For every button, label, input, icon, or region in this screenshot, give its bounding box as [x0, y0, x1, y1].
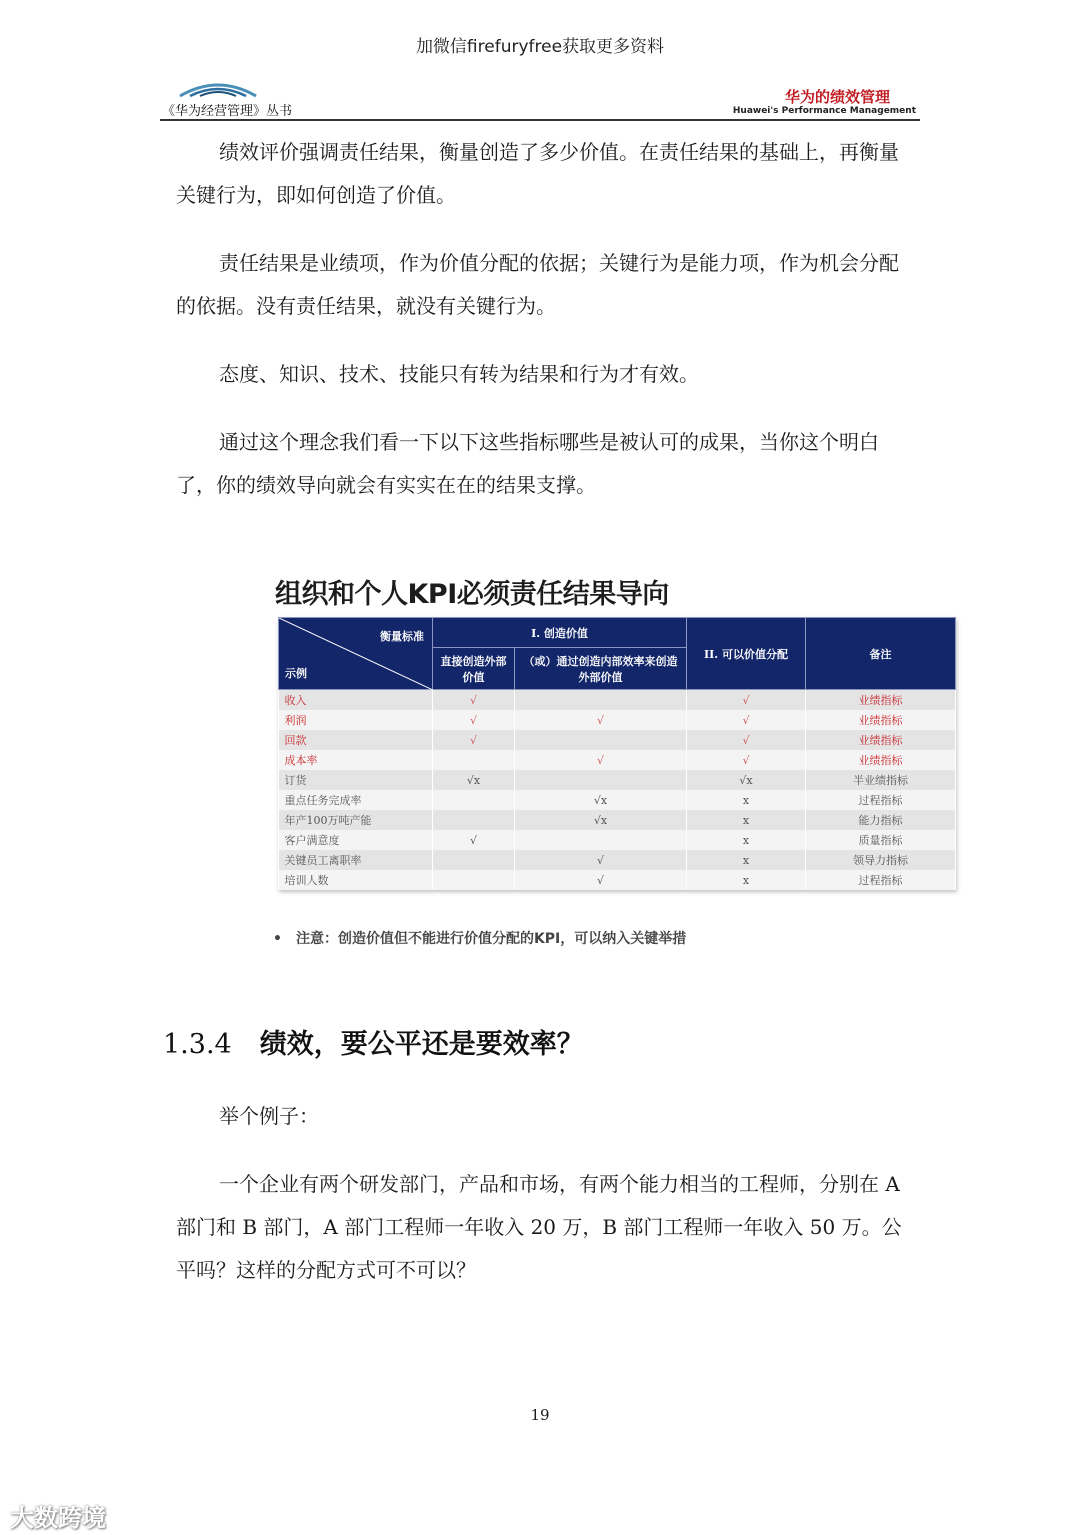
indirect-cell	[515, 730, 687, 750]
figure-title: 组织和个人KPI必须责任结果导向	[275, 579, 669, 610]
remark-cell: 半业绩指标	[806, 770, 956, 790]
indirect-cell: √	[515, 710, 687, 730]
table-row	[279, 770, 956, 790]
corner-label-criteria: 衡量标准	[380, 630, 424, 643]
example-cell: 年产100万吨产能	[279, 810, 433, 830]
series-name: 《华为经营管理》丛书	[162, 104, 293, 119]
example-cell: 利润	[279, 710, 433, 730]
paragraph: 责任结果是业绩项，作为价值分配的依据；关键行为是能力项，作为机会分配的依据。没有责任结果，就没有关键行为。	[176, 251, 899, 318]
column-distributable: II. 可以价值分配	[687, 618, 806, 690]
bullet-icon: •	[273, 931, 282, 947]
kpi-table	[278, 617, 956, 890]
distributable-cell: √	[687, 710, 806, 730]
indirect-cell: √x	[515, 790, 687, 810]
paragraph: 一个企业有两个研发部门，产品和市场，有两个能力相当的工程师，分别在 A 部门和 B 部门，A 部门工程师一年收入 20 万，B 部门工程师一年收入 50 万。公平吗？这样的分配方式可不可以？	[176, 1172, 902, 1282]
distributable-cell: √	[687, 750, 806, 770]
direct-cell: √	[433, 690, 515, 711]
example-cell: 收入	[279, 690, 433, 711]
figure-note-text: 注意：创造价值但不能进行价值分配的KPI，可以纳入关键举措	[295, 931, 687, 947]
table-row	[279, 710, 956, 730]
indirect-cell: √	[515, 850, 687, 870]
distributable-cell: √x	[687, 770, 806, 790]
distributable-cell: √	[687, 730, 806, 750]
remark-cell: 能力指标	[806, 810, 956, 830]
section-title: 绩效，要公平还是要效率？	[259, 1029, 584, 1060]
column-remark: 备注	[806, 618, 956, 690]
table-row	[279, 790, 956, 810]
table-row	[279, 870, 956, 890]
page-header	[160, 78, 920, 122]
table-row	[279, 730, 956, 750]
remark-cell: 业绩指标	[806, 730, 956, 750]
top-note: 加微信firefuryfree获取更多资料	[415, 37, 665, 57]
indirect-cell: √	[515, 750, 687, 770]
indirect-cell	[515, 830, 687, 850]
page-number: 19	[530, 1406, 550, 1424]
header-divider	[160, 119, 920, 121]
table-row	[279, 830, 956, 850]
indirect-cell: √x	[515, 810, 687, 830]
example-cell: 重点任务完成率	[279, 790, 433, 810]
figure-note	[273, 928, 686, 948]
section-heading	[163, 1022, 584, 1061]
remark-cell: 业绩指标	[806, 750, 956, 770]
remark-cell: 业绩指标	[806, 690, 956, 711]
example-cell: 关键员工离职率	[279, 850, 433, 870]
distributable-cell: x	[687, 850, 806, 870]
direct-cell: √	[433, 710, 515, 730]
table-corner-header	[279, 618, 433, 690]
paragraph: 绩效评价强调责任结果，衡量创造了多少价值。在责任结果的基础上，再衡量关键行为，即如何创造了价值。	[176, 140, 899, 207]
kpi-figure	[270, 560, 960, 950]
distributable-cell: x	[687, 790, 806, 810]
indirect-cell	[515, 690, 687, 711]
example-cell: 培训人数	[279, 870, 433, 890]
section-number: 1.3.4	[163, 1029, 232, 1060]
indirect-cell: √	[515, 870, 687, 890]
remark-cell: 业绩指标	[806, 710, 956, 730]
direct-cell	[433, 850, 515, 870]
direct-cell: √	[433, 730, 515, 750]
remark-cell: 过程指标	[806, 790, 956, 810]
column-direct-value: 直接创造外部价值	[433, 648, 515, 690]
corner-label-example: 示例	[285, 667, 307, 680]
direct-cell: √	[433, 830, 515, 850]
table-row	[279, 850, 956, 870]
remark-cell: 质量指标	[806, 830, 956, 850]
series-logo-icon	[178, 78, 258, 98]
distributable-cell: x	[687, 870, 806, 890]
example-cell: 成本率	[279, 750, 433, 770]
remark-cell: 领导力指标	[806, 850, 956, 870]
table-row	[279, 810, 956, 830]
indirect-cell	[515, 770, 687, 790]
example-cell: 客户满意度	[279, 830, 433, 850]
paragraph: 通过这个理念我们看一下以下这些指标哪些是被认可的成果，当你这个明白了，你的绩效导向就会有实实在在的结果支撑。	[176, 430, 879, 497]
direct-cell	[433, 810, 515, 830]
watermark-logo: 大数跨境	[10, 1504, 106, 1532]
example-cell: 回款	[279, 730, 433, 750]
direct-cell	[433, 750, 515, 770]
direct-cell	[433, 870, 515, 890]
paragraph: 态度、知识、技术、技能只有转为结果和行为才有效。	[219, 362, 699, 386]
distributable-cell: x	[687, 810, 806, 830]
distributable-cell: x	[687, 830, 806, 850]
column-group-create-value: I. 创造价值	[433, 618, 687, 648]
table-row	[279, 750, 956, 770]
direct-cell	[433, 790, 515, 810]
example-cell: 订货	[279, 770, 433, 790]
column-indirect-value: （或）通过创造内部效率来创造外部价值	[515, 648, 687, 690]
distributable-cell: √	[687, 690, 806, 711]
remark-cell: 过程指标	[806, 870, 956, 890]
table-row	[279, 690, 956, 711]
paragraph: 举个例子：	[219, 1104, 319, 1128]
book-title-cn: 华为的绩效管理	[784, 88, 890, 106]
direct-cell: √x	[433, 770, 515, 790]
book-title-en: Huawei's Performance Management	[732, 106, 916, 116]
